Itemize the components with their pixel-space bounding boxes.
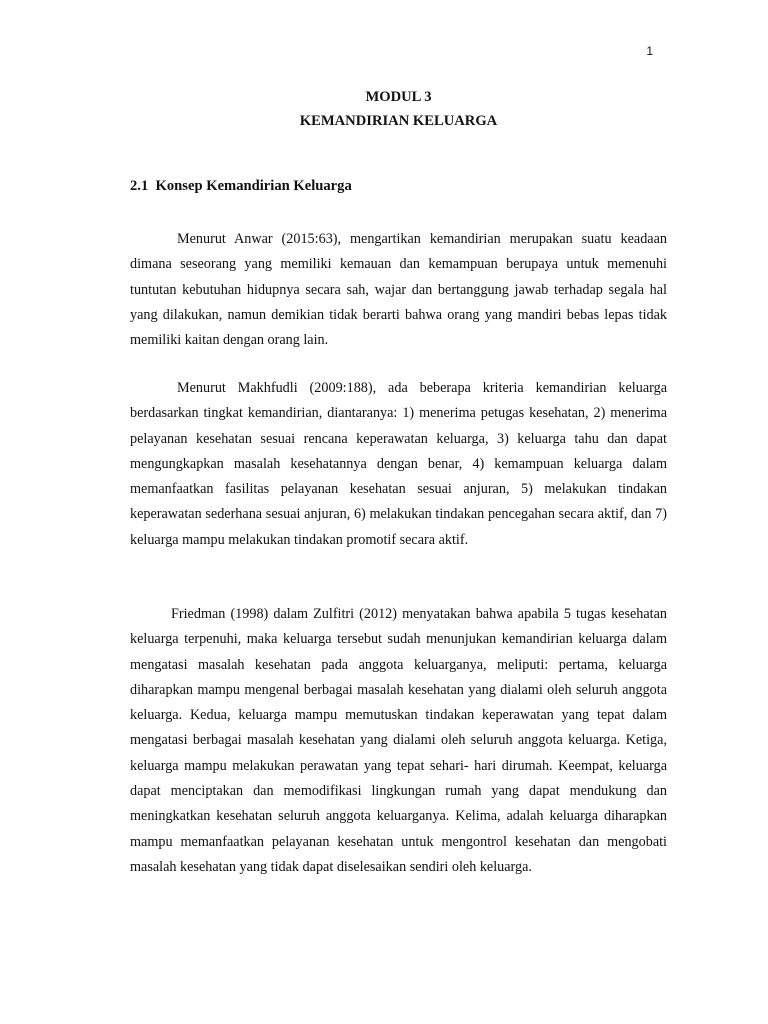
module-title: MODUL 3	[365, 89, 432, 105]
paragraph-friedman: Friedman (1998) dalam Zulfitri (2012) menyatakan bahwa apabila 5 tugas kesehatan keluarga terpenuhi, maka keluarga tersebut sudah menunjukan kemandirian keluarga dalam mengatasi masalah kesehatan pada anggota keluarganya, meliputi: pertama, keluarga diharapkan mampu mengenal berbagai masalah kesehatan yang dialami oleh seluruh anggota keluarga. Kedua, keluarga mampu memutuskan tindakan keperawatan yang tepat dalam mengatasi berbagai masalah kesehatan yang dialami oleh seluruh anggota keluarga. Ketiga, keluarga mampu melakukan perawatan yang tepat sehari- hari dirumah. Keempat, keluarga dapat menciptakan dan memodifikasi lingkungan rumah yang dapat mendukung dan meningkatkan kesehatan seluruh anggota keluarganya. Kelima, adalah keluarga diharapkan mampu memanfaatkan pelayanan kesehatan untuk mengontrol kesehatan dan mengobati masalah kesehatan yang tidak dapat diselesaikan sendiri oleh keluarga.	[130, 606, 667, 875]
page-number: 1	[646, 44, 653, 58]
section-heading: 2.1 Konsep Kemandirian Keluarga	[130, 178, 352, 194]
paragraph-makhfudli: Menurut Makhfudli (2009:188), ada beberapa kriteria kemandirian keluarga berdasarkan tingkat kemandirian, diantaranya: 1) menerima petugas kesehatan, 2) menerima pelayanan kesehatan sesuai rencana keperawatan keluarga, 3) keluarga tahu dan dapat mengungkapkan masalah kesehatannya dengan benar, 4) kemampuan keluarga dalam memanfaatkan fasilitas pelayanan kesehatan sesuai anjuran, 5) melakukan tindakan keperawatan sederhana sesuai anjuran, 6) melakukan tindakan pencegahan secara aktif, dan 7) keluarga mampu melakukan tindakan promotif secara aktif.	[130, 380, 667, 548]
module-subtitle: KEMANDIRIAN KELUARGA	[299, 113, 498, 129]
paragraph-anwar: Menurut Anwar (2015:63), mengartikan kemandirian merupakan suatu keadaan dimana seseorang yang memiliki kemauan dan kemampuan berupaya untuk memenuhi tuntutan kebutuhan hidupnya secara sah, wajar dan bertanggung jawab terhadap segala hal yang dilakukan, namun demikian tidak berarti bahwa orang yang mandiri bebas lepas tidak memiliki kaitan dengan orang lain.	[130, 231, 667, 349]
